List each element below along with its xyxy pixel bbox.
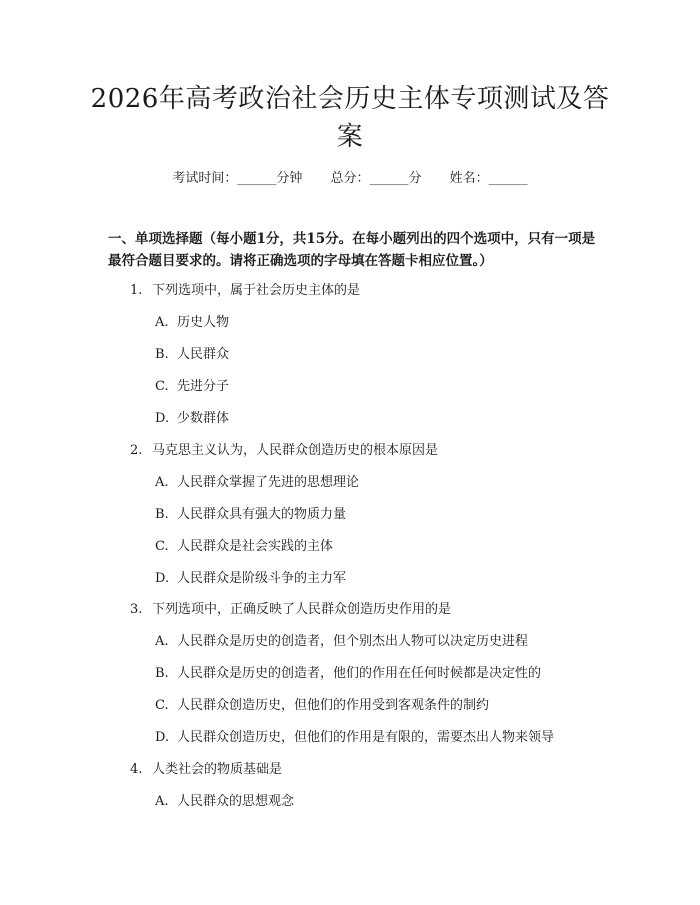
option-letter: A. — [155, 475, 169, 490]
option-text: 人民群众是阶级斗争的主力军 — [177, 571, 347, 586]
option-item — [155, 729, 554, 747]
option-letter: C. — [155, 698, 169, 713]
option-text: 人民群众创造历史，但他们的作用受到客观条件的制约 — [177, 698, 490, 713]
option-text: 人民群众是社会实践的主体 — [177, 539, 334, 554]
option-item — [155, 793, 294, 811]
option-item — [155, 633, 528, 651]
option-letter: D. — [155, 730, 170, 745]
question-number: 3. — [130, 602, 143, 617]
option-text: 人民群众是历史的创造者，但个别杰出人物可以决定历史进程 — [177, 634, 529, 649]
option-text: 人民群众的思想观念 — [177, 794, 295, 809]
option-item — [155, 570, 346, 588]
option-item — [155, 378, 229, 396]
option-text: 少数群体 — [177, 411, 230, 426]
option-text: 先进分子 — [177, 379, 230, 394]
question-item — [130, 282, 360, 300]
total-score-field — [330, 170, 421, 188]
question-number: 4. — [130, 762, 143, 777]
option-text: 人民群众具有强大的物质力量 — [177, 507, 347, 522]
total-score-label: 总分： — [330, 171, 370, 186]
option-letter: B. — [155, 507, 169, 522]
option-item — [155, 506, 346, 524]
option-item — [155, 314, 229, 332]
option-text: 人民群众创造历史，但他们的作用是有限的，需要杰出人物来领导 — [177, 730, 555, 745]
option-text: 历史人物 — [177, 315, 230, 330]
name-blank: ______ — [488, 171, 528, 186]
option-letter: A. — [155, 634, 169, 649]
option-letter: D. — [155, 571, 170, 586]
total-score-blank: ______ — [369, 171, 409, 186]
option-text: 人民群众 — [177, 347, 230, 362]
name-label: 姓名： — [449, 171, 489, 186]
option-item — [155, 665, 541, 683]
document-title: 2026年高考政治社会历史主体专项测试及答案 — [90, 84, 610, 152]
question-item — [130, 601, 451, 619]
option-letter: B. — [155, 347, 169, 362]
option-letter: D. — [155, 411, 170, 426]
option-letter: A. — [155, 794, 169, 809]
question-text: 下列选项中，属于社会历史主体的是 — [152, 283, 361, 298]
question-text: 马克思主义认为，人民群众创造历史的根本原因是 — [152, 443, 439, 458]
option-letter: C. — [155, 379, 169, 394]
option-item — [155, 346, 229, 364]
exam-time-unit: 分钟 — [276, 171, 303, 186]
exam-time-blank: ______ — [237, 171, 277, 186]
total-score-unit: 分 — [408, 171, 422, 186]
question-number: 1. — [130, 283, 143, 298]
option-letter: C. — [155, 539, 169, 554]
question-number: 2. — [130, 443, 143, 458]
exam-time-label: 考试时间： — [172, 171, 238, 186]
option-text: 人民群众掌握了先进的思想理论 — [177, 475, 360, 490]
option-item — [155, 410, 229, 428]
exam-time-field — [172, 170, 302, 188]
question-text: 人类社会的物质基础是 — [152, 762, 283, 777]
option-letter: A. — [155, 315, 169, 330]
option-item — [155, 697, 489, 715]
section-heading: 一、单项选择题（每小题1分，共15分。在每小题列出的四个选项中，只有一项是最符合题目要求的。请将正确选项的字母填在答题卡相应位置。） — [108, 231, 596, 269]
option-letter: B. — [155, 666, 169, 681]
question-text: 下列选项中，正确反映了人民群众创造历史作用的是 — [152, 602, 452, 617]
option-text: 人民群众是历史的创造者，他们的作用在任何时候都是决定性的 — [177, 666, 542, 681]
name-field — [450, 170, 528, 188]
question-item — [130, 761, 282, 779]
exam-info-line — [0, 170, 700, 188]
question-item — [130, 442, 438, 460]
option-item — [155, 474, 359, 492]
option-item — [155, 538, 333, 556]
